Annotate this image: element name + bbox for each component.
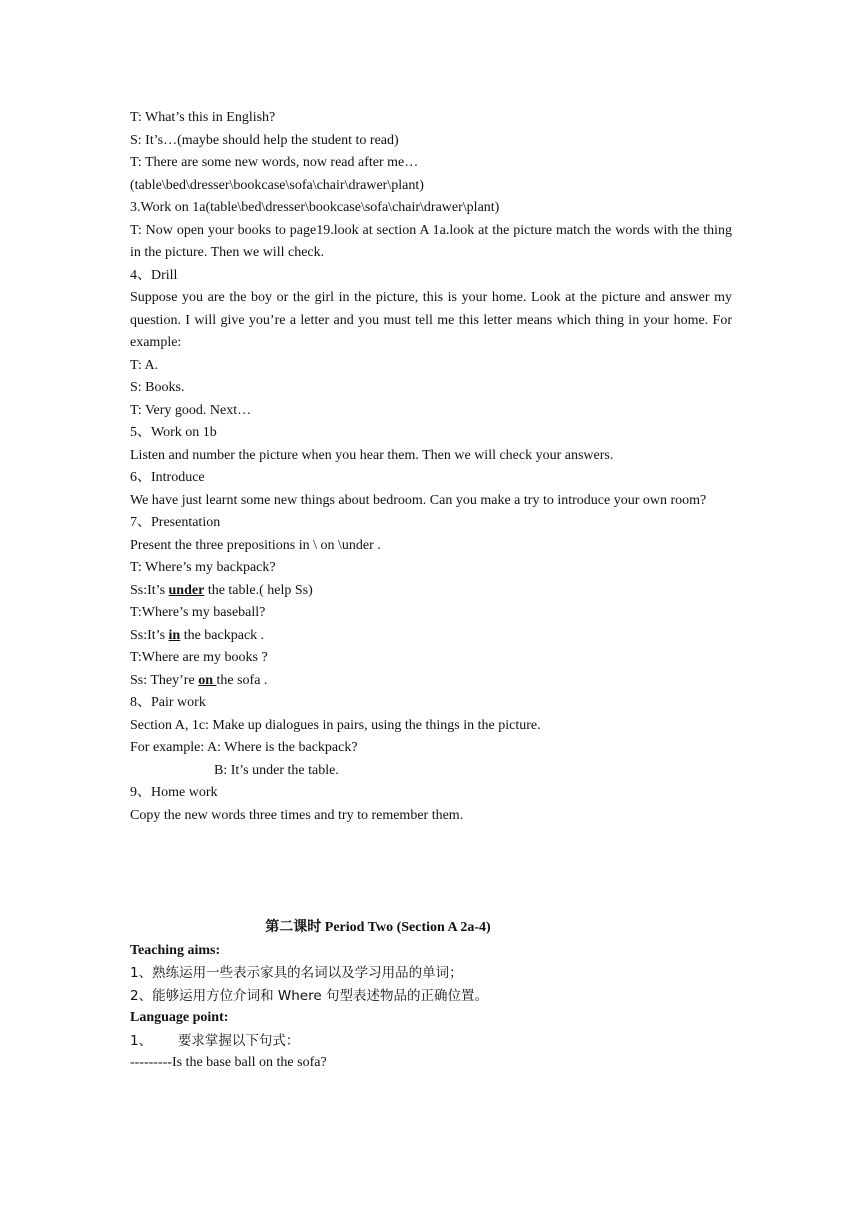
dialogue-line: T:Where’s my baseball?	[130, 605, 266, 620]
emphasized-word: on	[198, 672, 217, 688]
sentence-pattern: ---------Is the base ball on the sofa?	[130, 1055, 327, 1070]
language-point-item: 1、 要求掌握以下句式：	[130, 1032, 300, 1049]
emphasized-word: under	[168, 582, 205, 598]
text: Ss: They’re	[130, 672, 199, 688]
document-page	[130, 107, 732, 1075]
dialogue-line: B: It’s under the table.	[214, 762, 339, 778]
dialogue-line	[130, 580, 732, 603]
dialogue-line: T: Where’s my backpack?	[130, 560, 276, 575]
step-heading: 5、Work on 1b	[130, 425, 217, 440]
dialogue-line: T:Where are my books ?	[130, 650, 268, 665]
text: Ss:It’s	[130, 627, 169, 643]
paragraph: Suppose you are the boy or the girl in the picture, this is your home. Look at the picture and answer my question. I will give you’re a letter and you must tell me this letter means which thing in your home. For example:	[130, 290, 732, 350]
paragraph: Present the three prepositions in \ on \under .	[130, 537, 381, 553]
paragraph: We have just learnt some new things about bedroom. Can you make a try to introduce your own room?	[130, 492, 707, 508]
step-heading: 4、Drill	[130, 267, 178, 283]
dialogue-line	[130, 670, 732, 693]
text-line: T: There are some new words, now read after me…	[130, 155, 419, 170]
step-heading: 7、Presentation	[130, 515, 221, 530]
aims-label: Teaching aims:	[130, 942, 221, 958]
dialogue-line	[130, 625, 732, 648]
aim-item: 2、能够运用方位介词和 Where 句型表述物品的正确位置。	[130, 987, 488, 1004]
dialogue-line: T: Very good. Next…	[130, 402, 252, 418]
section-title-wrap	[120, 917, 732, 940]
section-title: 第二课时 Period Two (Section A 2a-4)	[265, 920, 491, 935]
paragraph: Copy the new words three times and try to remember them.	[130, 807, 464, 823]
text-line: S: It’s…(maybe should help the student to read)	[130, 132, 399, 148]
language-point-label: Language point:	[130, 1010, 229, 1025]
text-line: T: What’s this in English?	[130, 110, 276, 125]
text-line: (table\bed\dresser\bookcase\sofa\chair\drawer\plant)	[130, 177, 424, 193]
step-heading: 6、Introduce	[130, 470, 205, 485]
dialogue-line: S: Books.	[130, 380, 185, 395]
text: the backpack .	[180, 627, 265, 643]
paragraph: Section A, 1c: Make up dialogues in pairs, using the things in the picture.	[130, 717, 541, 733]
text: the table.( help Ss)	[204, 582, 313, 598]
step-heading: 3.Work on 1a(table\bed\dresser\bookcase\sofa\chair\drawer\plant)	[130, 200, 500, 215]
step-heading: 9、Home work	[130, 785, 218, 800]
text: the sofa .	[216, 672, 268, 688]
paragraph: T: Now open your books to page19.look at section A 1a.look at the picture match the words with the thing in the picture. Then we will check.	[130, 222, 732, 260]
aim-item: 1、熟练运用一些表示家具的名词以及学习用品的单词；	[130, 965, 463, 981]
dialogue-line: For example: A: Where is the backpack?	[130, 740, 358, 755]
step-heading: 8、Pair work	[130, 695, 206, 710]
paragraph: Listen and number the picture when you hear them. Then we will check your answers.	[130, 447, 614, 463]
dialogue-line: T: A.	[130, 357, 159, 373]
emphasized-word: in	[168, 627, 181, 643]
text: Ss:It’s	[130, 582, 169, 598]
blank-space	[130, 827, 732, 917]
